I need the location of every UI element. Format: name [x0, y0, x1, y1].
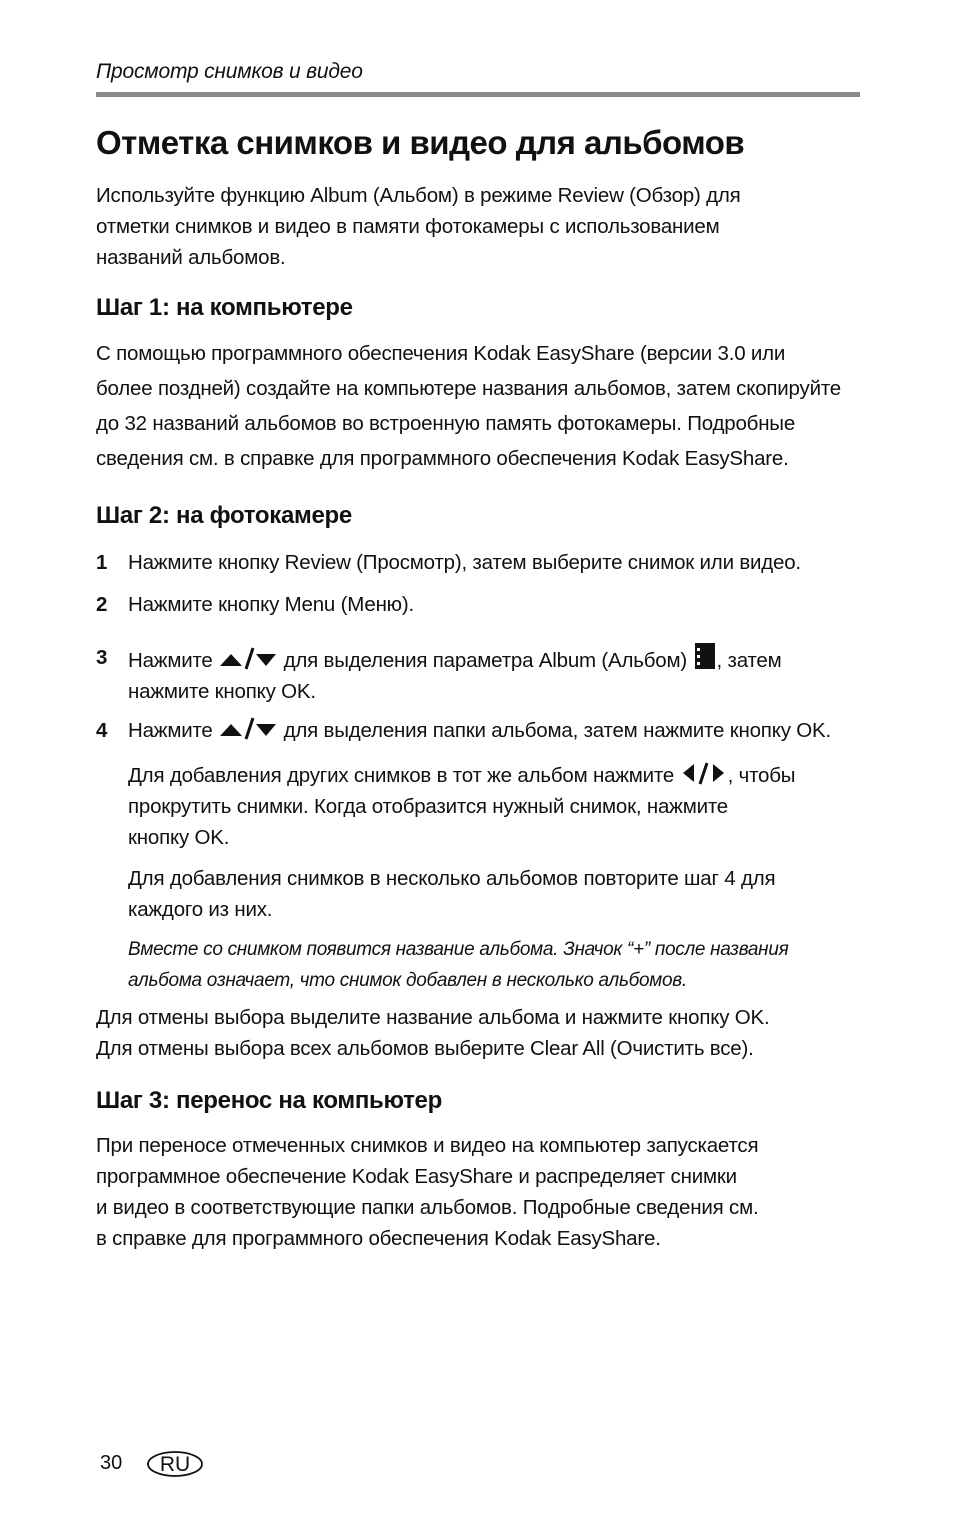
sub-text: прокрутить снимки. Когда отобразится нужный снимок, нажмите	[128, 795, 728, 818]
step3-line: и видео в соответствующие папки альбомов. Подробные сведения см.	[96, 1196, 759, 1219]
step2-subparagraph-1	[128, 760, 860, 853]
up-down-arrows-icon	[218, 716, 278, 740]
intro-line: отметки снимков и видео в памяти фотокамеры с использованием	[96, 215, 720, 238]
cancel-line: Для отмены выбора всех альбомов выберите Clear All (Очистить все).	[96, 1037, 754, 1060]
header-rule	[96, 92, 860, 97]
item-text: , затем	[716, 649, 782, 672]
language-badge-text: RU	[159, 1453, 191, 1476]
running-head: Просмотр снимков и видео	[96, 60, 363, 83]
item-text: для выделения параметра Album (Альбом)	[283, 649, 687, 672]
item-text: Нажмите	[128, 719, 213, 742]
step3-paragraph	[96, 1130, 758, 1254]
intro-line: Используйте функцию Album (Альбом) в режиме Review (Обзор) для	[96, 184, 741, 207]
step1-line: более поздней) создайте на компьютере названия альбомов, затем скопируйте	[96, 377, 841, 400]
step2-subparagraph-2	[128, 863, 860, 925]
note-line: Вместе со снимком появится название альбома. Значок “+” после названия	[128, 939, 789, 960]
language-badge	[146, 1450, 204, 1478]
item-text: нажмите кнопку OK.	[128, 680, 316, 703]
step1-heading: Шаг 1: на компьютере	[96, 294, 353, 321]
item-number: 1	[96, 551, 108, 574]
step2-note	[128, 934, 860, 996]
sub-text: Для добавления снимков в несколько альбомов повторите шаг 4 для	[128, 867, 776, 890]
cancel-paragraph	[96, 1002, 770, 1064]
step2-item-1	[96, 547, 860, 578]
step2-item-2	[96, 589, 860, 620]
step3-line: в справке для программного обеспечения Kodak EasyShare.	[96, 1227, 661, 1250]
item-text: Нажмите кнопку Review (Просмотр), затем выберите снимок или видео.	[128, 551, 801, 574]
step3-line: программное обеспечение Kodak EasyShare и распределяет снимки	[96, 1165, 737, 1188]
sub-text: каждого из них.	[128, 898, 273, 921]
step3-line: При переносе отмеченных снимков и видео на компьютер запускается	[96, 1134, 759, 1157]
page-title: Отметка снимков и видео для альбомов	[96, 124, 745, 161]
step2-heading: Шаг 2: на фотокамере	[96, 502, 352, 529]
step2-item-4	[96, 715, 860, 746]
sub-text: , чтобы	[727, 764, 796, 787]
item-text: для выделения папки альбома, затем нажмите кнопку OK.	[283, 719, 831, 742]
item-number: 2	[96, 593, 108, 616]
note-line: альбома означает, что снимок добавлен в несколько альбомов.	[128, 970, 687, 991]
left-right-arrows-icon	[680, 761, 728, 785]
intro-paragraph	[96, 180, 741, 273]
album-icon	[693, 642, 717, 670]
item-number: 3	[96, 646, 108, 669]
step3-heading: Шаг 3: перенос на компьютер	[96, 1087, 442, 1114]
item-text: Нажмите	[128, 649, 213, 672]
page-number: 30	[100, 1452, 123, 1474]
step1-line: до 32 названий альбомов во встроенную память фотокамеры. Подробные	[96, 412, 796, 435]
item-text: Нажмите кнопку Menu (Меню).	[128, 593, 414, 616]
step1-line: С помощью программного обеспечения Kodak EasyShare (версии 3.0 или	[96, 342, 786, 365]
sub-text: кнопку OK.	[128, 826, 230, 849]
step2-item-3	[96, 642, 860, 707]
sub-text: Для добавления других снимков в тот же альбом нажмите	[128, 764, 675, 787]
item-number: 4	[96, 719, 108, 742]
step1-paragraph	[96, 336, 841, 476]
up-down-arrows-icon	[218, 646, 278, 670]
step1-line: сведения см. в справке для программного обеспечения Kodak EasyShare.	[96, 447, 789, 470]
intro-line: названий альбомов.	[96, 246, 286, 269]
cancel-line: Для отмены выбора выделите название альбома и нажмите кнопку OK.	[96, 1006, 770, 1029]
